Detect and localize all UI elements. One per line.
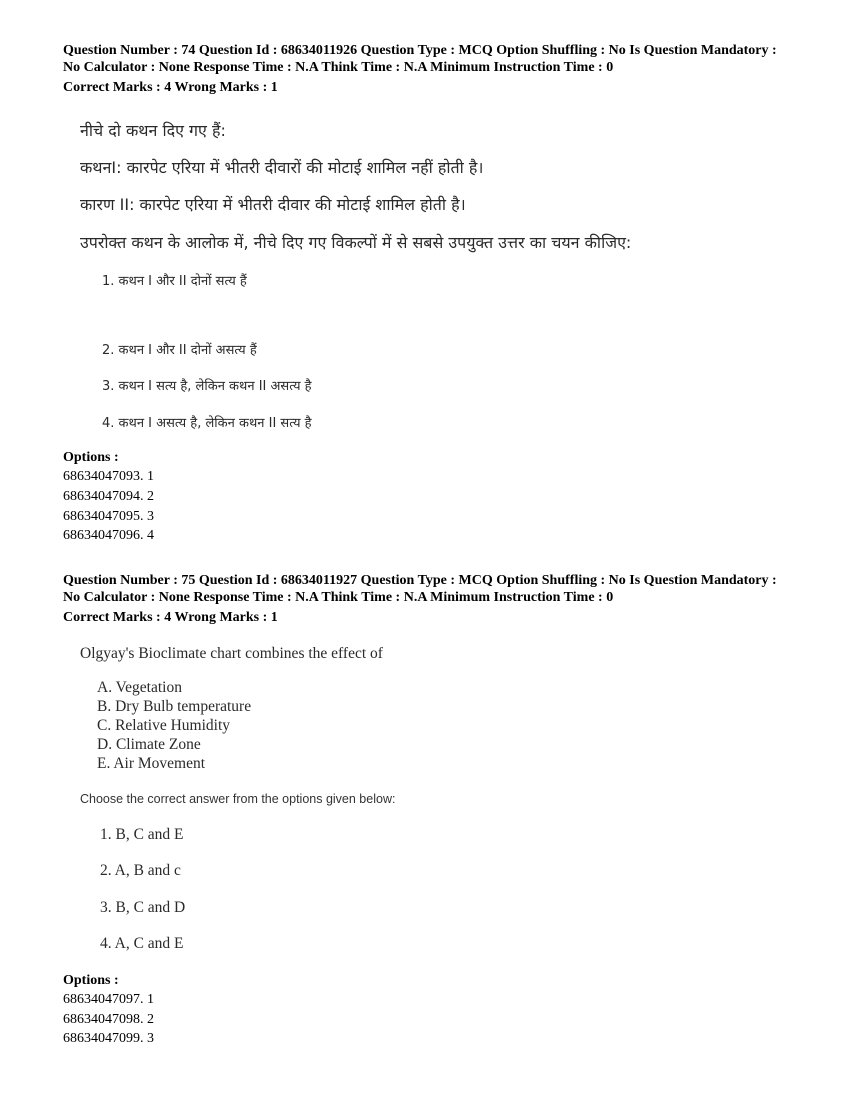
q74-header-line1: Question Number : 74 Question Id : 68634011926 Question Type : MCQ Option Shuffling : No Is Question Mandatory :	[63, 43, 777, 58]
q74-option-2: 68634047094. 2	[63, 489, 154, 504]
q75-item-a: A. Vegetation	[97, 679, 182, 696]
q74-option-1: 68634047093. 1	[63, 469, 154, 484]
q75-option-2: 68634047098. 2	[63, 1012, 154, 1027]
q74-statement-1: कथनI: कारपेट एरिया में भीतरी दीवारों की मोटाई शामिल नहीं होती है।	[80, 158, 484, 177]
q74-choice-3: 3. कथन I सत्य है, लेकिन कथन II असत्य है	[102, 379, 312, 394]
q75-options-label: Options :	[63, 973, 119, 988]
q75-choice-3: 3. B, C and D	[100, 899, 186, 916]
q74-statement-2: कारण II: कारपेट एरिया में भीतरी दीवार की मोटाई शामिल होती है।	[80, 195, 466, 214]
q75-marks: Correct Marks : 4 Wrong Marks : 1	[63, 610, 278, 625]
q75-header-line1: Question Number : 75 Question Id : 68634011927 Question Type : MCQ Option Shuffling : No Is Question Mandatory :	[63, 573, 777, 588]
q74-option-3: 68634047095. 3	[63, 509, 154, 524]
q75-choice-1: 1. B, C and E	[100, 826, 184, 843]
q75-item-d: D. Climate Zone	[97, 736, 201, 753]
q74-choice-2: 2. कथन I और II दोनों असत्य हैं	[102, 343, 257, 358]
q75-choice-4: 4. A, C and E	[100, 935, 184, 952]
q74-marks: Correct Marks : 4 Wrong Marks : 1	[63, 80, 278, 95]
q74-instruction: उपरोक्त कथन के आलोक में, नीचे दिए गए विकल्पों में से सबसे उपयुक्त उत्तर का चयन कीजिए:	[80, 233, 632, 252]
q74-choice-1: 1. कथन I और II दोनों सत्य हैं	[102, 274, 247, 289]
q74-header-line2: No Calculator : None Response Time : N.A Think Time : N.A Minimum Instruction Time : 0	[63, 60, 614, 75]
q74-choice-4: 4. कथन I असत्य है, लेकिन कथन II सत्य है	[102, 416, 312, 431]
q75-choice-2: 2. A, B and c	[100, 862, 181, 879]
q75-item-b: B. Dry Bulb temperature	[97, 698, 252, 715]
q74-options-label: Options :	[63, 450, 119, 465]
q74-stem-intro: नीचे दो कथन दिए गए हैं:	[80, 121, 226, 140]
q75-item-c: C. Relative Humidity	[97, 717, 231, 734]
q74-option-4: 68634047096. 4	[63, 528, 154, 543]
q75-stem: Olgyay's Bioclimate chart combines the effect of	[80, 645, 383, 662]
q75-option-3: 68634047099. 3	[63, 1031, 154, 1046]
q75-header-line2: No Calculator : None Response Time : N.A Think Time : N.A Minimum Instruction Time : 0	[63, 590, 614, 605]
q75-item-e: E. Air Movement	[97, 755, 206, 772]
q75-instruction: Choose the correct answer from the options given below:	[80, 792, 396, 806]
q75-option-1: 68634047097. 1	[63, 992, 154, 1007]
